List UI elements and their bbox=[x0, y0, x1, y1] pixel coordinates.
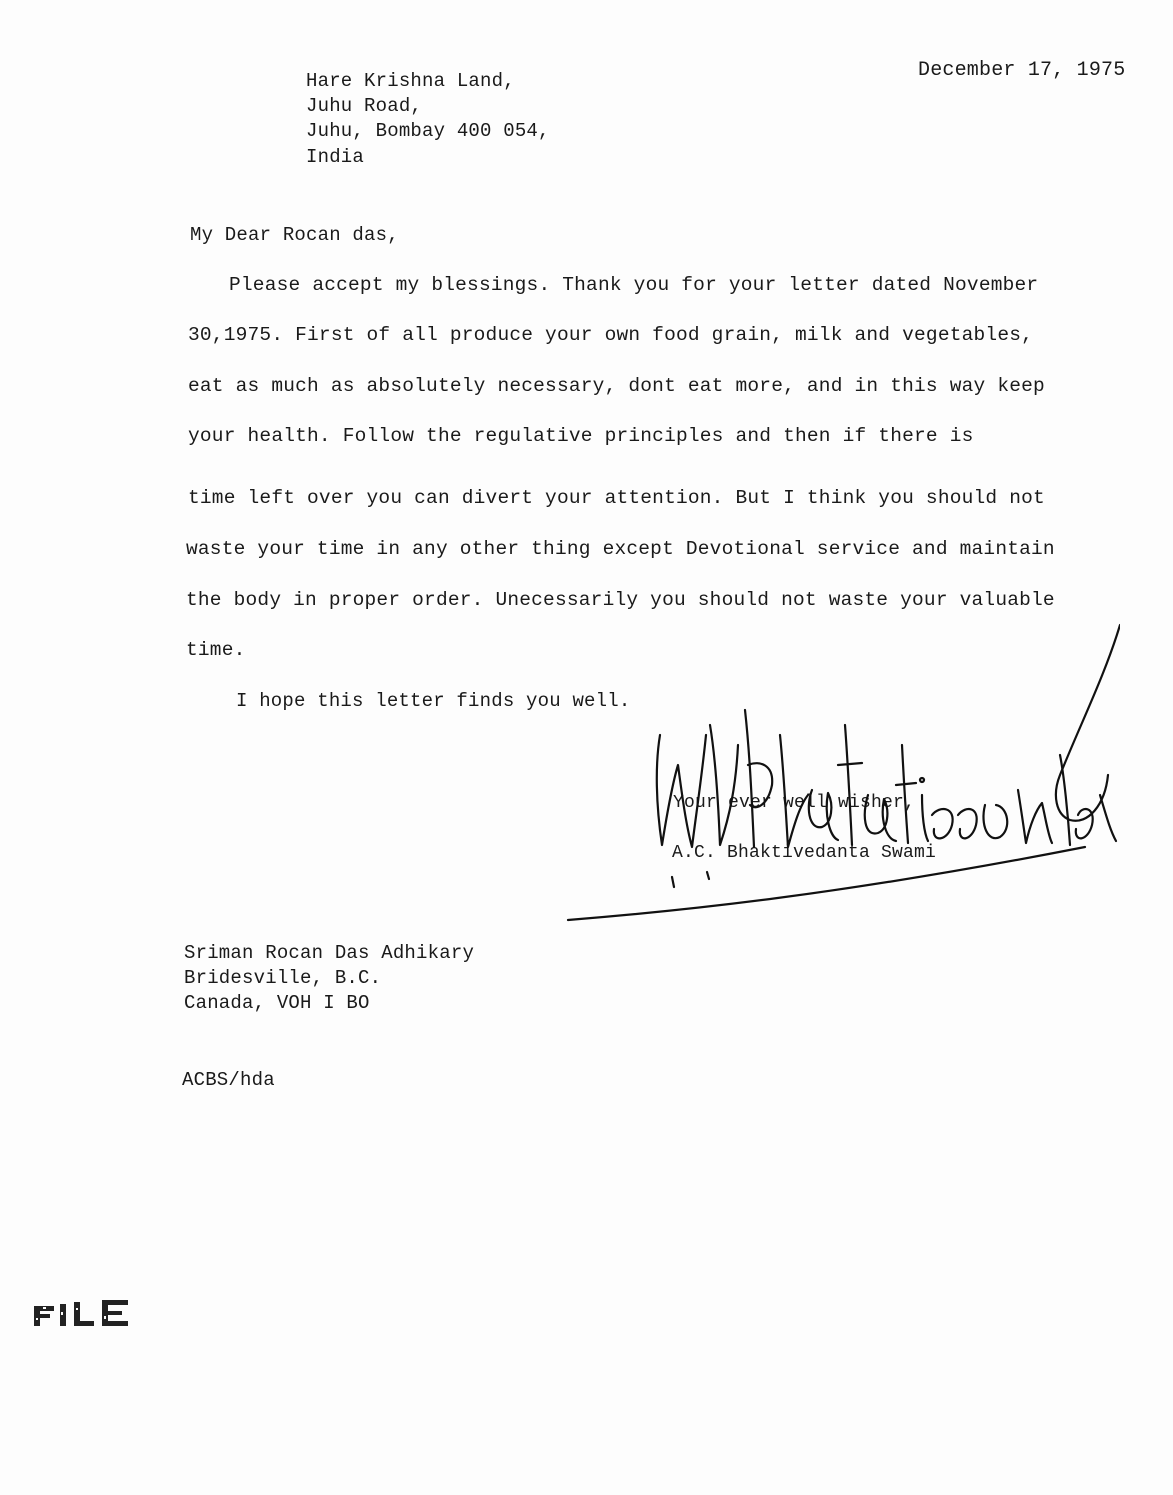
sender-address-line: India bbox=[306, 146, 365, 168]
handwritten-signature-icon bbox=[560, 615, 1120, 925]
file-stamp-icon bbox=[30, 1298, 138, 1330]
sender-address-line: Juhu, Bombay 400 054, bbox=[306, 120, 550, 142]
body-line: eat as much as absolutely necessary, dont eat more, and in this way keep bbox=[188, 375, 1045, 397]
reference-initials: ACBS/hda bbox=[182, 1069, 275, 1091]
body-line: Please accept my blessings. Thank you for your letter dated November bbox=[229, 274, 1039, 296]
valediction: Your ever well wisher, bbox=[673, 793, 916, 813]
letter-date: December 17, 1975 bbox=[918, 59, 1126, 82]
body-line: waste your time in any other thing except Devotional service and maintain bbox=[186, 538, 1055, 560]
salutation: My Dear Rocan das, bbox=[190, 224, 399, 246]
recipient-address-line: Bridesville, B.C. bbox=[184, 967, 382, 989]
closing-line: I hope this letter finds you well. bbox=[236, 690, 631, 712]
sender-address-line: Hare Krishna Land, bbox=[306, 70, 515, 92]
body-line: your health. Follow the regulative principles and then if there is bbox=[188, 425, 974, 447]
body-line: 30,1975. First of all produce your own food grain, milk and vegetables, bbox=[188, 324, 1034, 346]
signatory-name: A.C. Bhaktivedanta Swami bbox=[672, 843, 937, 863]
body-line: time left over you can divert your attention. But I think you should not bbox=[188, 487, 1045, 509]
recipient-address-line: Sriman Rocan Das Adhikary bbox=[184, 942, 475, 964]
body-line: time. bbox=[186, 639, 246, 661]
body-line: the body in proper order. Unecessarily you should not waste your valuable bbox=[186, 589, 1055, 611]
recipient-address-line: Canada, VOH I BO bbox=[184, 992, 370, 1014]
sender-address-line: Juhu Road, bbox=[306, 95, 423, 117]
